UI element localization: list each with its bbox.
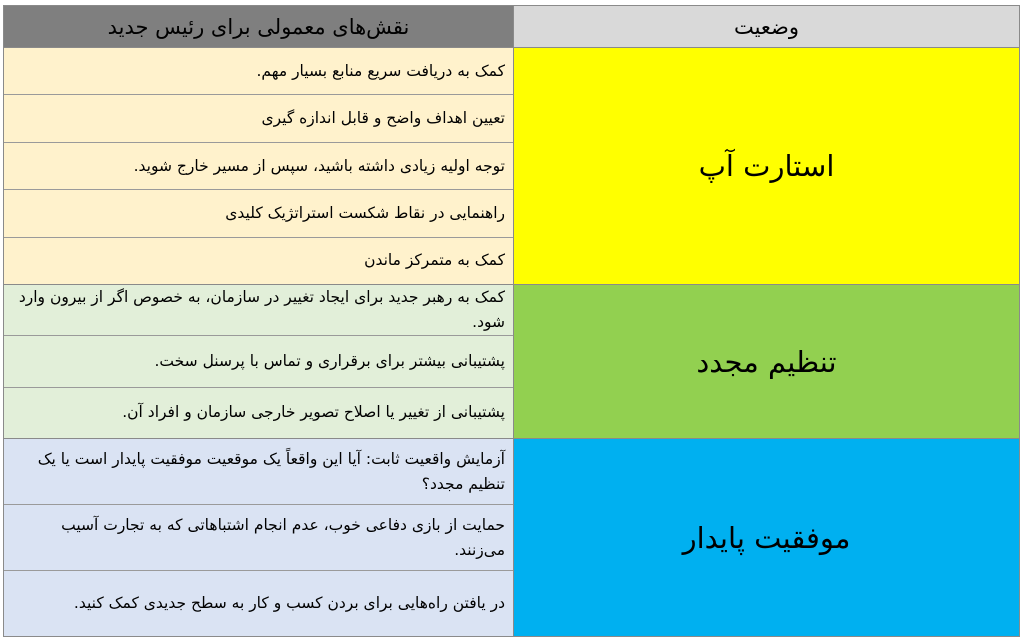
roles-table xyxy=(3,5,1020,637)
role-cell: توجه اولیه زیادی داشته باشید، سپس از مسیر خارج شوید. xyxy=(4,143,513,190)
roles-group-startup xyxy=(4,48,514,285)
header-status: وضعیت xyxy=(514,6,1019,48)
role-cell: کمک به متمرکز ماندن xyxy=(364,251,505,270)
role-cell: آزمایش واقعیت ثابت: آیا این واقعاً یک موقعیت موفقیت پایدار است یا یک تنظیم مجدد؟ xyxy=(4,439,513,505)
roles-group-sustained-success xyxy=(4,439,514,636)
role-cell: کمک به رهبر جدید برای ایجاد تغییر در سازمان، به خصوص اگر از بیرون وارد شود. xyxy=(4,285,513,336)
role-cell: کمک به دریافت سریع منابع بسیار مهم. xyxy=(4,48,513,95)
role-cell: راهنمایی در نقاط شکست استراتژیک کلیدی xyxy=(4,190,513,237)
header-roles: نقش‌های معمولی برای رئیس جدید xyxy=(4,6,514,48)
stage-realignment: تنظیم مجدد xyxy=(514,285,1019,439)
role-cell: حمایت از بازی دفاعی خوب، عدم انجام اشتباهاتی که به تجارت آسیب می‌زنند. xyxy=(4,505,513,571)
stage-startup: استارت آپ xyxy=(514,48,1019,285)
role-cell: در یافتن راه‌هایی برای بردن کسب و کار به سطح جدیدی کمک کنید. xyxy=(73,594,505,612)
role-cell: تعیین اهداف واضح و قابل اندازه گیری xyxy=(4,95,513,142)
roles-group-realignment xyxy=(4,285,514,439)
role-cell: پشتیبانی از تغییر یا اصلاح تصویر خارجی سازمان و افراد آن. xyxy=(122,403,505,422)
stage-sustained-success: موفقیت پایدار xyxy=(514,439,1019,636)
role-cell: پشتیبانی بیشتر برای برقراری و تماس با پرسنل سخت. xyxy=(4,336,513,387)
